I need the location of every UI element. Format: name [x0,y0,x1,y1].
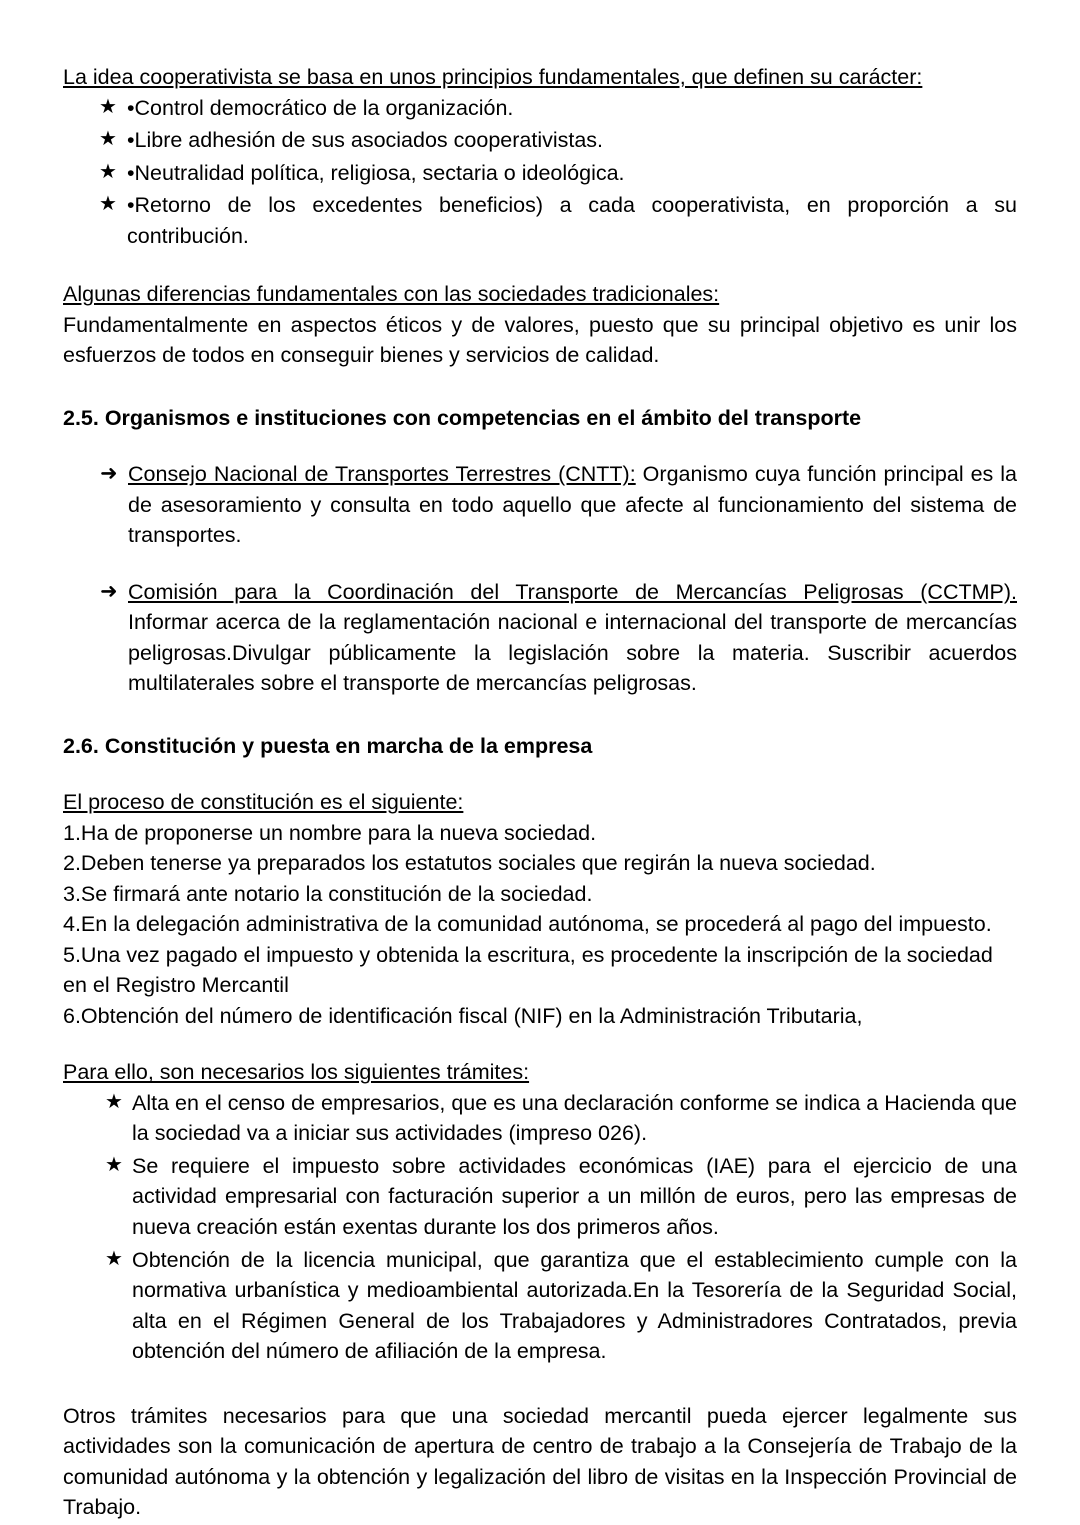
star-icon: ★ [99,193,117,216]
arrow-icon: ➜ [100,579,118,603]
process-step-continuation: en el Registro Mercantil [63,973,289,998]
differences-heading: Algunas diferencias fundamentales con las sociedades tradicionales: [63,282,720,307]
spacer [63,761,1017,787]
star-icon: ★ [99,95,117,118]
organism-entry [128,577,1017,699]
organism-term: Consejo Nacional de Transportes Terrestres (CNTT): [128,462,636,487]
section-26-title: 2.6. Constitución y puesta en marcha de la empresa [63,733,593,758]
list-item [63,577,1017,699]
process-step: 2.Deben tenerse ya preparados los estatutos sociales que regirán la nueva sociedad. [63,851,876,876]
spacer [63,1031,1017,1057]
process-step: 3.Se firmará ante notario la constitución de la sociedad. [63,881,593,906]
list-item [63,1088,1017,1149]
list-item [63,125,1017,156]
list-item [63,190,1017,251]
process-step: 1.Ha de proponerse un nombre para la nueva sociedad. [63,820,597,845]
principle-text: •Neutralidad política, religiosa, sectaria o ideológica. [127,160,625,185]
process-heading: El proceso de constitución es el siguiente: [63,790,464,815]
process-step: 4.En la delegación administrativa de la comunidad autónoma, se procederá al pago del impuesto. [63,912,992,937]
arrow-icon: ➜ [100,462,118,486]
differences-paragraph: Fundamentalmente en aspectos éticos y de valores, puesto que su principal objetivo es unir los esfuerzos de todos en conseguir bienes y servicios de calidad. [63,312,1017,368]
spacer [63,253,1017,279]
principle-text: •Libre adhesión de sus asociados cooperativistas. [127,128,604,153]
spacer [63,371,1017,403]
list-item [63,158,1017,189]
spacer [63,433,1017,459]
principles-list [63,93,1017,252]
formalities-heading: Para ello, son necesarios los siguientes trámites: [63,1060,530,1085]
organisms-list [63,459,1017,699]
formality-text: Obtención de la licencia municipal, que garantiza que el establecimiento cumple con la normativa urbanística y medioambiental autorizada.En la Tesorería de la Seguridad Social, alta en el Régimen General de los Trabajadores y Administradores Contratados, previa obtención del número de afiliación de la empresa. [132,1247,1017,1364]
process-step: 6.Obtención del número de identificación fiscal (NIF) en la Administración Tributaria, [63,1003,863,1028]
section-25-title: 2.5. Organismos e instituciones con competencias en el ámbito del transporte [63,405,862,430]
organism-entry [128,459,1017,551]
principle-text: •Control democrático de la organización. [127,95,514,120]
spacer [63,551,1017,577]
organism-definition: Informar acerca de la reglamentación nacional e internacional del transporte de mercancías peligrosas.Divulgar públicamente la legislación sobre la materia. Suscribir acuerdos multilaterales sobre el transporte de mercancías peligrosas. [128,610,1017,696]
intro-heading: La idea cooperativista se basa en unos principios fundamentales, que definen su carácter: [63,65,923,89]
star-icon: ★ [105,1247,123,1270]
formality-text: Se requiere el impuesto sobre actividades económicas (IAE) para el ejercicio de una actividad empresarial con facturación superior a un millón de euros, pero las empresas de nueva creación están exentas durante los dos primeros años. [132,1153,1017,1239]
formality-text: Alta en el censo de empresarios, que es una declaración conforme se indica a Hacienda que la sociedad va a iniciar sus actividades (impreso 026). [132,1090,1017,1146]
organism-term: Comisión para la Coordinación del Transporte de Mercancías Peligrosas (CCTMP). [128,579,1017,604]
list-item [63,1245,1017,1367]
star-icon: ★ [105,1090,123,1113]
formalities-list [63,1088,1017,1367]
star-icon: ★ [99,160,117,183]
document-body [63,62,1017,1523]
list-item [63,459,1017,551]
list-item [63,1151,1017,1243]
star-icon: ★ [105,1153,123,1176]
star-icon: ★ [99,128,117,151]
spacer [63,699,1017,731]
process-step: 5.Una vez pagado el impuesto y obtenida la escritura, es procedente la inscripción de la sociedad [63,942,993,967]
closing-paragraph: Otros trámites necesarios para que una sociedad mercantil pueda ejercer legalmente sus actividades son la comunicación de apertura de centro de trabajo a la Consejería de Trabajo de la comunidad autónoma y la obtención y legalización del libro de visitas en la Inspección Provincial de Trabajo. [63,1403,1017,1520]
organism-definition: Organismo cuya función principal es la de asesoramiento y consulta en todo aquello que afecte al funcionamiento del sistema de transportes. [128,462,1017,548]
list-item [63,93,1017,124]
spacer [63,1369,1017,1401]
principle-text: •Retorno de los excedentes beneficios) a cada cooperativista, en proporción a su contribución. [127,193,1017,248]
